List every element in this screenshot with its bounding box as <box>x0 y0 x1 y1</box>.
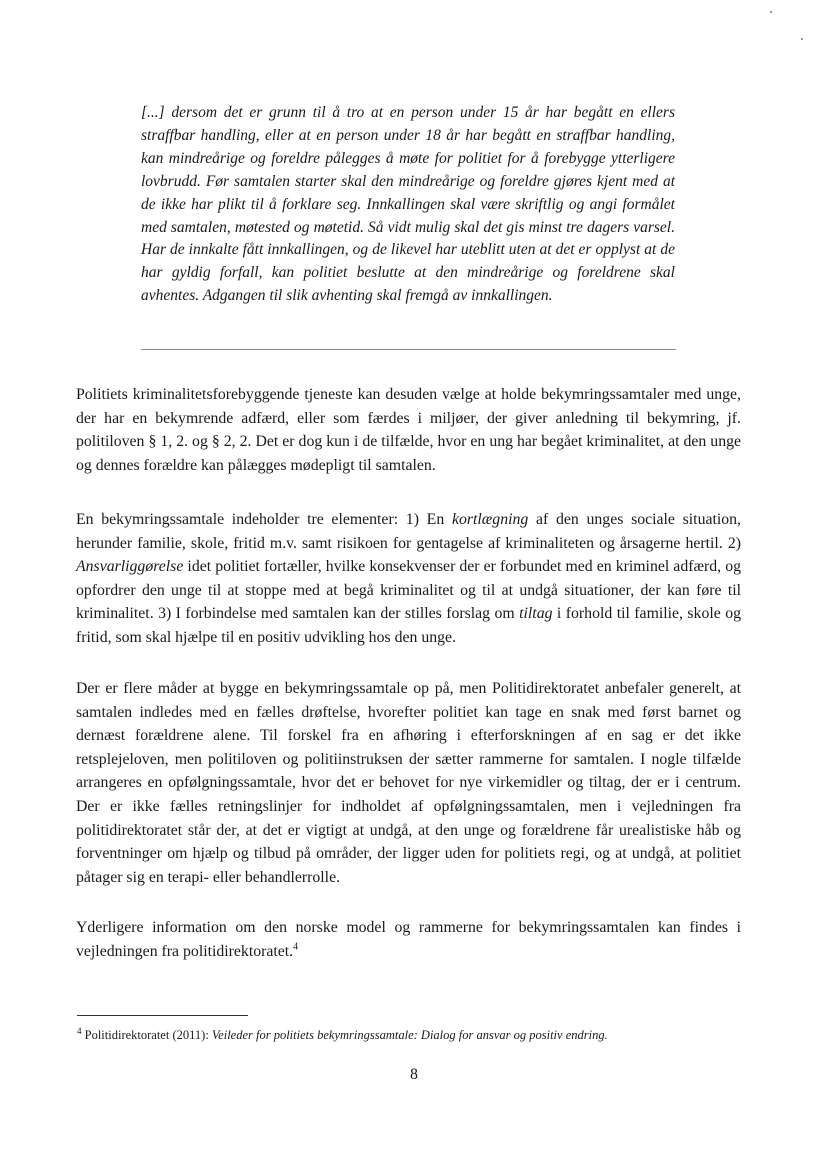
quote-divider <box>141 349 676 350</box>
emphasis-kortlaegning: kortlægning <box>451 511 529 528</box>
paragraph-4 <box>76 916 741 963</box>
paragraph-2-text: af den unges sociale situation, herunder familie, skole, fritid m.v. samt risikoen for gentagelse af kriminaliteten og årsagerne hertil. 2) <box>76 511 741 552</box>
paragraph-2-text: i forhold til familie, skole og fritid, som skal hjælpe til en positiv udvikling hos den unge. <box>76 605 741 646</box>
footnote-title: Veileder for politiets bekymringssamtale: Dialog for ansvar og positiv endring. <box>211 1028 608 1042</box>
paragraph-2 <box>76 508 741 650</box>
block-quote: [...] dersom det er grunn til å tro at en person under 15 år har begått en ellers straffbar handling, eller at en person under 18 år har begått en straffbar handling, kan mindreårige og foreldre pålegges å møte for politiet for å forebygge ytterligere lovbrudd. Før samtalen starter skal den mindreårige og foreldre gjøres kjent med at de ikke har plikt til å forklare seg. Innkallingen skal være skriftlig og angi formålet med samtalen, møtested og møtetid. Så vidt mulig skal det gis minst tre dagers varsel. Har de innkalte fått innkallingen, og de likevel har uteblitt uten at det er opplyst at de har gyldig forfall, kan politiet beslutte at den mindreårige og foreldrene skal avhentes. Adgangen til slik avhenting skal fremgå av innkallingen. <box>141 104 675 305</box>
footnote-divider <box>77 1015 248 1016</box>
scan-speck <box>770 11 772 13</box>
footnote-reference[interactable]: 4 <box>293 941 299 953</box>
paragraph-2-text: En bekymringssamtale indeholder tre elementer: 1) En <box>76 511 452 528</box>
emphasis-tiltag: tiltag <box>519 605 553 623</box>
paragraph-1: Politiets kriminalitetsforebyggende tjeneste kan desuden vælge at holde bekymringssamtaler med unge, der har en bekymrende adfærd, eller som færdes i miljøer, der giver anledning til bekymring, jf. politiloven § 1, 2. og § 2, 2. Det er dog kun i de tilfælde, hvor en ung har begået kriminalitet, at den unge og dennes forældre kan pålægges mødepligt til samtalen. <box>76 386 741 474</box>
paragraph-2-text: idet politiet fortæller, hvilke konsekvenser der er forbundet med en kriminel adfærd, og opfordrer den unge til at stoppe med at begå kriminalitet og til at undgå situationer, der kan føre til kriminalitet. 3) I forbindelse med samtalen kan der stilles forslag om <box>76 558 741 623</box>
paragraph-3: Der er flere måder at bygge en bekymringssamtale op på, men Politidirektoratet anbefaler generelt, at samtalen indledes med en fælles drøftelse, hvorefter politiet kan tage en snak med først barnet og dernæst forældrene alene. Til forskel fra en afhøring i efterforskningen af en sag er det ikke retsplejeloven, men politiloven og politiinstruksen der sætter rammerne for samtalen. I nogle tilfælde arrangeres en opfølgningssamtale, hvor det er behovet for nye virkemidler og tiltag, der er i centrum. Der er ikke fælles retningslinjer for indholdet af opfølgningssamtalen, men i vejledningen fra politidirektoratet står der, at det er vigtigt at undgå, at den unge og forældrene får urealistiske håb og forventninger om hjælp og tilbud på områder, der ligger uden for politiets regi, og at undgå, at politiet påtager sig en terapi- eller behandlerrolle. <box>76 680 741 886</box>
footnote <box>77 1027 727 1043</box>
footnote-mark: 4 <box>77 1025 82 1036</box>
paragraph-4-text: Yderligere information om den norske model og rammerne for bekymringssamtalen kan findes i vejledningen fra politidirektoratet. <box>76 919 741 960</box>
page-number: 8 <box>410 1066 418 1083</box>
scan-speck <box>801 38 803 40</box>
footnote-source: Politidirektoratet (2011): <box>84 1028 212 1042</box>
emphasis-ansvarliggorelse: Ansvarliggørelse <box>76 558 184 576</box>
